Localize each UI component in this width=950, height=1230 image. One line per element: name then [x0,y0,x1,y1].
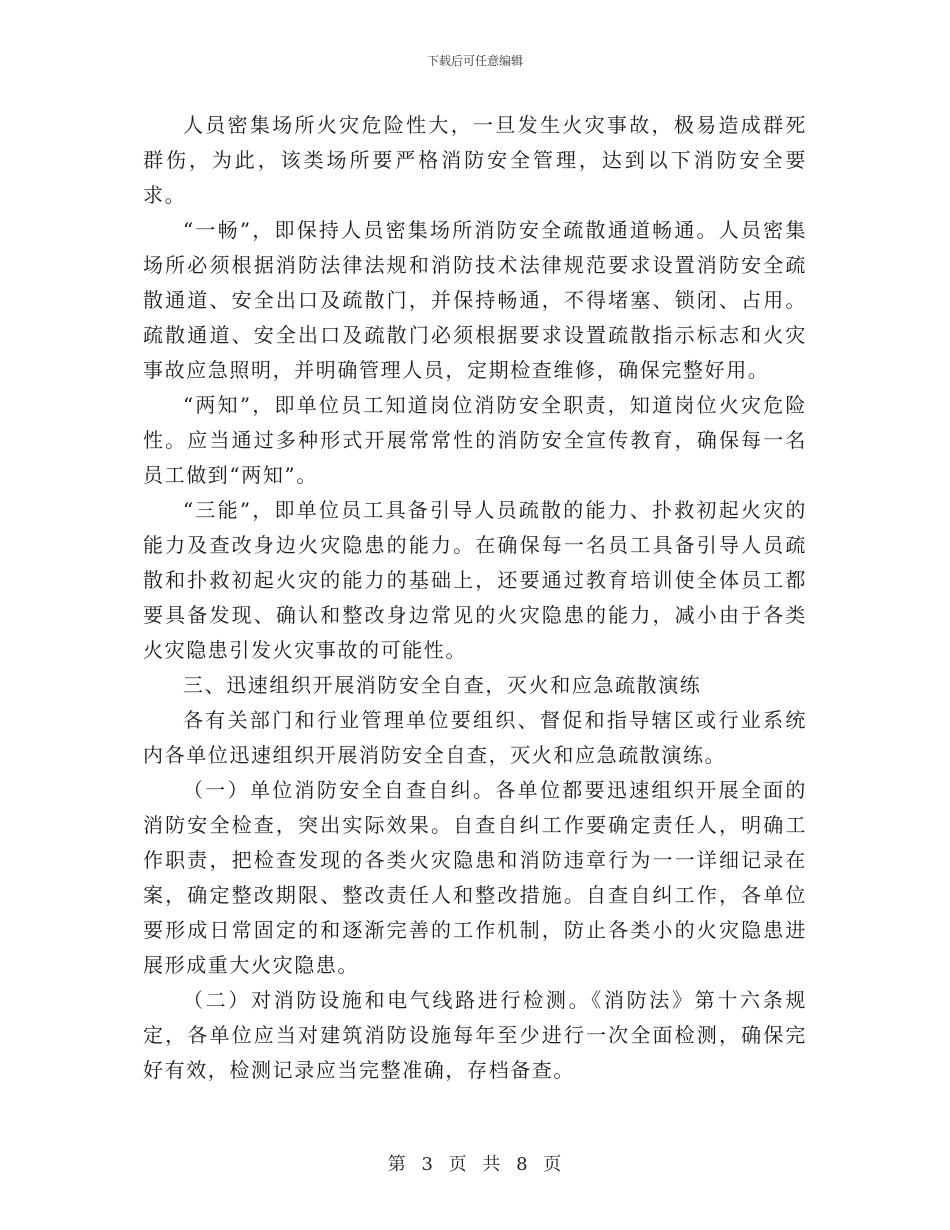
paragraph-intro: 人员密集场所火灾危险性大，一旦发生火灾事故，极易造成群死群伤，为此，该类场所要严格消防安全管理，达到以下消防安全要求。 [143,113,807,207]
footer-current-page: 3 [421,1154,434,1175]
paragraph-yichang: “一畅”，即保持人员密集场所消防安全疏散通道畅通。人员密集场所必须根据消防法律法规和消防技术法律规范要求设置消防安全疏散通道、安全出口及疏散门，并保持畅通，不得堵塞、锁闭、占用。疏散通道、安全出口及疏散门必须根据要求设置疏散指示标志和火灾事故应急照明，并明确管理人员，定期检查维修，确保完整好用。 [143,218,807,382]
footer-suffix: 页 [543,1154,563,1175]
footer-prefix: 第 [387,1154,407,1175]
page-footer [0,1150,950,1176]
paragraph-departments: 各有关部门和行业管理单位要组织、督促和指导辖区或行业系统内各单位迅速组织开展消防安全自查，灭火和应急疏散演练。 [143,708,807,767]
paragraph-facility-testing: （二）对消防设施和电气线路进行检测。《消防法》第十六条规定，各单位应当对建筑消防设施每年至少进行一次全面检测，确保完好有效，检测记录应当完整准确，存档备查。 [143,988,807,1082]
section-heading-3: 三、迅速组织开展消防安全自查，灭火和应急疏散演练 [183,673,702,697]
paragraph-self-inspection: （一）单位消防安全自查自纠。各单位都要迅速组织开展全面的消防安全检查，突出实际效果。自查自纠工作要确定责任人，明确工作职责，把检查发现的各类火灾隐患和消防违章行为一一详细记录在案，确定整改期限、整改责任人和整改措施。自查自纠工作，各单位要形成日常固定的和逐渐完善的工作机制，防止各类小的火灾隐患进展形成重大火灾隐患。 [143,778,807,977]
paragraph-liangzhi: “两知”，即单位员工知道岗位消防安全职责，知道岗位火灾危险性。应当通过多种形式开展常常性的消防安全宣传教育，确保每一名员工做到“两知”。 [143,393,807,487]
paragraph-sanneng: “三能”，即单位员工具备引导人员疏散的能力、扑救初起火灾的能力及查改身边火灾隐患的能力。在确保每一名员工具备引导人员疏散和扑救初起火灾的能力的基础上，还要通过教育培训使全体员工都要具备发现、确认和整改身边常见的火灾隐患的能力，减小由于各类火灾隐患引发火灾事故的可能性。 [143,498,807,662]
footer-total-pages: 8 [516,1154,529,1175]
document-body [143,108,807,1088]
footer-page-label: 页 [448,1154,468,1175]
footer-total-label: 共 [482,1154,502,1175]
page-header: 下载后可任意编辑 [426,54,523,68]
